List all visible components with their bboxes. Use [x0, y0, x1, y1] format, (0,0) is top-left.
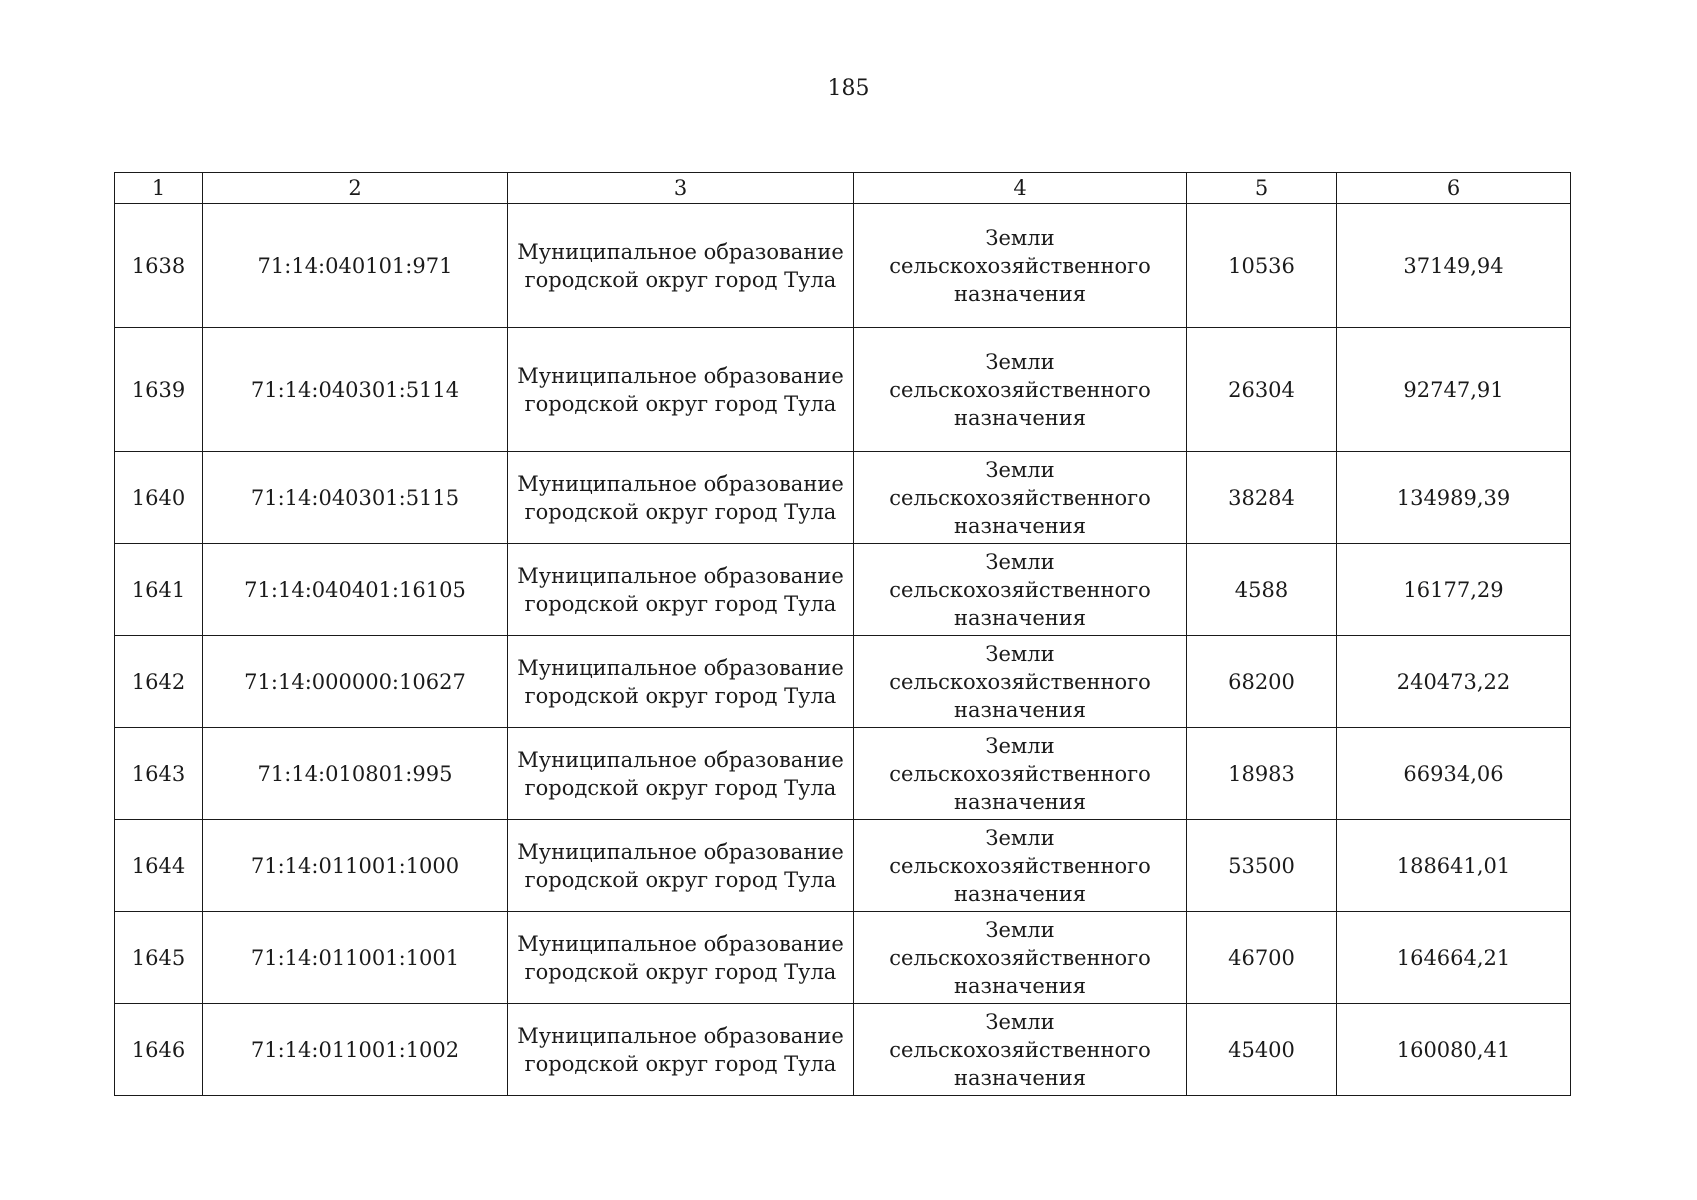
column-header: 6	[1337, 173, 1571, 204]
owner-line: городской округ город Тула	[524, 683, 837, 708]
category-line: сельскохозяйственного	[889, 853, 1151, 878]
owner-line: Муниципальное образование	[517, 931, 844, 956]
owner-line: городской округ город Тула	[524, 499, 837, 524]
category-line: Земли	[985, 733, 1055, 758]
cost-value: 160080,41	[1337, 1004, 1571, 1096]
cadastral-number: 71:14:000000:10627	[203, 636, 508, 728]
owner-line: городской округ город Тула	[524, 391, 837, 416]
owner-line: Муниципальное образование	[517, 471, 844, 496]
cadastral-number: 71:14:011001:1000	[203, 820, 508, 912]
table-row	[115, 544, 1571, 636]
cadastral-number: 71:14:040301:5114	[203, 328, 508, 452]
area-value: 45400	[1187, 1004, 1337, 1096]
cost-value: 240473,22	[1337, 636, 1571, 728]
category-line: назначения	[953, 405, 1087, 430]
row-number: 1640	[115, 452, 203, 544]
category-line: Земли	[985, 549, 1055, 574]
owner-cell	[508, 820, 854, 912]
area-value: 38284	[1187, 452, 1337, 544]
column-header: 5	[1187, 173, 1337, 204]
land-registry-table	[114, 172, 1571, 1096]
category-line: назначения	[953, 973, 1087, 998]
table-row	[115, 820, 1571, 912]
cadastral-number: 71:14:040301:5115	[203, 452, 508, 544]
owner-line: Муниципальное образование	[517, 239, 844, 264]
category-line: назначения	[953, 1065, 1087, 1090]
category-line: сельскохозяйственного	[889, 1037, 1151, 1062]
owner-line: городской округ город Тула	[524, 867, 837, 892]
owner-cell	[508, 328, 854, 452]
cadastral-number: 71:14:010801:995	[203, 728, 508, 820]
category-line: Земли	[985, 349, 1055, 374]
land-category-cell	[854, 728, 1187, 820]
area-value: 18983	[1187, 728, 1337, 820]
table-row	[115, 452, 1571, 544]
table-row	[115, 728, 1571, 820]
row-number: 1646	[115, 1004, 203, 1096]
cost-value: 134989,39	[1337, 452, 1571, 544]
category-line: Земли	[985, 825, 1055, 850]
row-number: 1645	[115, 912, 203, 1004]
cost-value: 164664,21	[1337, 912, 1571, 1004]
category-line: назначения	[953, 281, 1087, 306]
cadastral-number: 71:14:011001:1001	[203, 912, 508, 1004]
category-line: Земли	[985, 225, 1055, 250]
category-line: сельскохозяйственного	[889, 253, 1151, 278]
column-header: 2	[203, 173, 508, 204]
owner-line: Муниципальное образование	[517, 363, 844, 388]
cost-value: 16177,29	[1337, 544, 1571, 636]
category-line: сельскохозяйственного	[889, 577, 1151, 602]
owner-line: Муниципальное образование	[517, 1023, 844, 1048]
owner-cell	[508, 1004, 854, 1096]
cadastral-number: 71:14:040101:971	[203, 204, 508, 328]
land-category-cell	[854, 452, 1187, 544]
row-number: 1644	[115, 820, 203, 912]
table-row	[115, 912, 1571, 1004]
row-number: 1639	[115, 328, 203, 452]
owner-cell	[508, 204, 854, 328]
owner-cell	[508, 544, 854, 636]
cadastral-number: 71:14:011001:1002	[203, 1004, 508, 1096]
category-line: Земли	[985, 1009, 1055, 1034]
category-line: сельскохозяйственного	[889, 669, 1151, 694]
land-category-cell	[854, 912, 1187, 1004]
column-header: 1	[115, 173, 203, 204]
owner-line: городской округ город Тула	[524, 775, 837, 800]
owner-cell	[508, 728, 854, 820]
category-line: Земли	[985, 917, 1055, 942]
owner-cell	[508, 912, 854, 1004]
column-header: 3	[508, 173, 854, 204]
category-line: сельскохозяйственного	[889, 761, 1151, 786]
owner-line: городской округ город Тула	[524, 591, 837, 616]
page-number: 185	[827, 76, 870, 101]
column-header: 4	[854, 173, 1187, 204]
owner-line: городской округ город Тула	[524, 1051, 837, 1076]
owner-line: городской округ город Тула	[524, 267, 837, 292]
category-line: назначения	[953, 697, 1087, 722]
category-line: сельскохозяйственного	[889, 377, 1151, 402]
owner-cell	[508, 636, 854, 728]
column-number-row	[115, 173, 1571, 204]
owner-line: городской округ город Тула	[524, 959, 837, 984]
cost-value: 37149,94	[1337, 204, 1571, 328]
category-line: Земли	[985, 457, 1055, 482]
owner-line: Муниципальное образование	[517, 655, 844, 680]
category-line: Земли	[985, 641, 1055, 666]
cost-value: 66934,06	[1337, 728, 1571, 820]
category-line: сельскохозяйственного	[889, 945, 1151, 970]
area-value: 4588	[1187, 544, 1337, 636]
cost-value: 92747,91	[1337, 328, 1571, 452]
row-number: 1638	[115, 204, 203, 328]
table-row	[115, 204, 1571, 328]
category-line: назначения	[953, 513, 1087, 538]
owner-cell	[508, 452, 854, 544]
land-category-cell	[854, 820, 1187, 912]
land-category-cell	[854, 328, 1187, 452]
category-line: назначения	[953, 789, 1087, 814]
area-value: 10536	[1187, 204, 1337, 328]
land-category-cell	[854, 204, 1187, 328]
table-row	[115, 1004, 1571, 1096]
area-value: 46700	[1187, 912, 1337, 1004]
owner-line: Муниципальное образование	[517, 563, 844, 588]
area-value: 26304	[1187, 328, 1337, 452]
table-row	[115, 328, 1571, 452]
category-line: сельскохозяйственного	[889, 485, 1151, 510]
row-number: 1641	[115, 544, 203, 636]
table-row	[115, 636, 1571, 728]
row-number: 1643	[115, 728, 203, 820]
area-value: 53500	[1187, 820, 1337, 912]
area-value: 68200	[1187, 636, 1337, 728]
land-category-cell	[854, 636, 1187, 728]
owner-line: Муниципальное образование	[517, 839, 844, 864]
land-category-cell	[854, 544, 1187, 636]
cost-value: 188641,01	[1337, 820, 1571, 912]
owner-line: Муниципальное образование	[517, 747, 844, 772]
row-number: 1642	[115, 636, 203, 728]
category-line: назначения	[953, 605, 1087, 630]
land-category-cell	[854, 1004, 1187, 1096]
category-line: назначения	[953, 881, 1087, 906]
cadastral-number: 71:14:040401:16105	[203, 544, 508, 636]
